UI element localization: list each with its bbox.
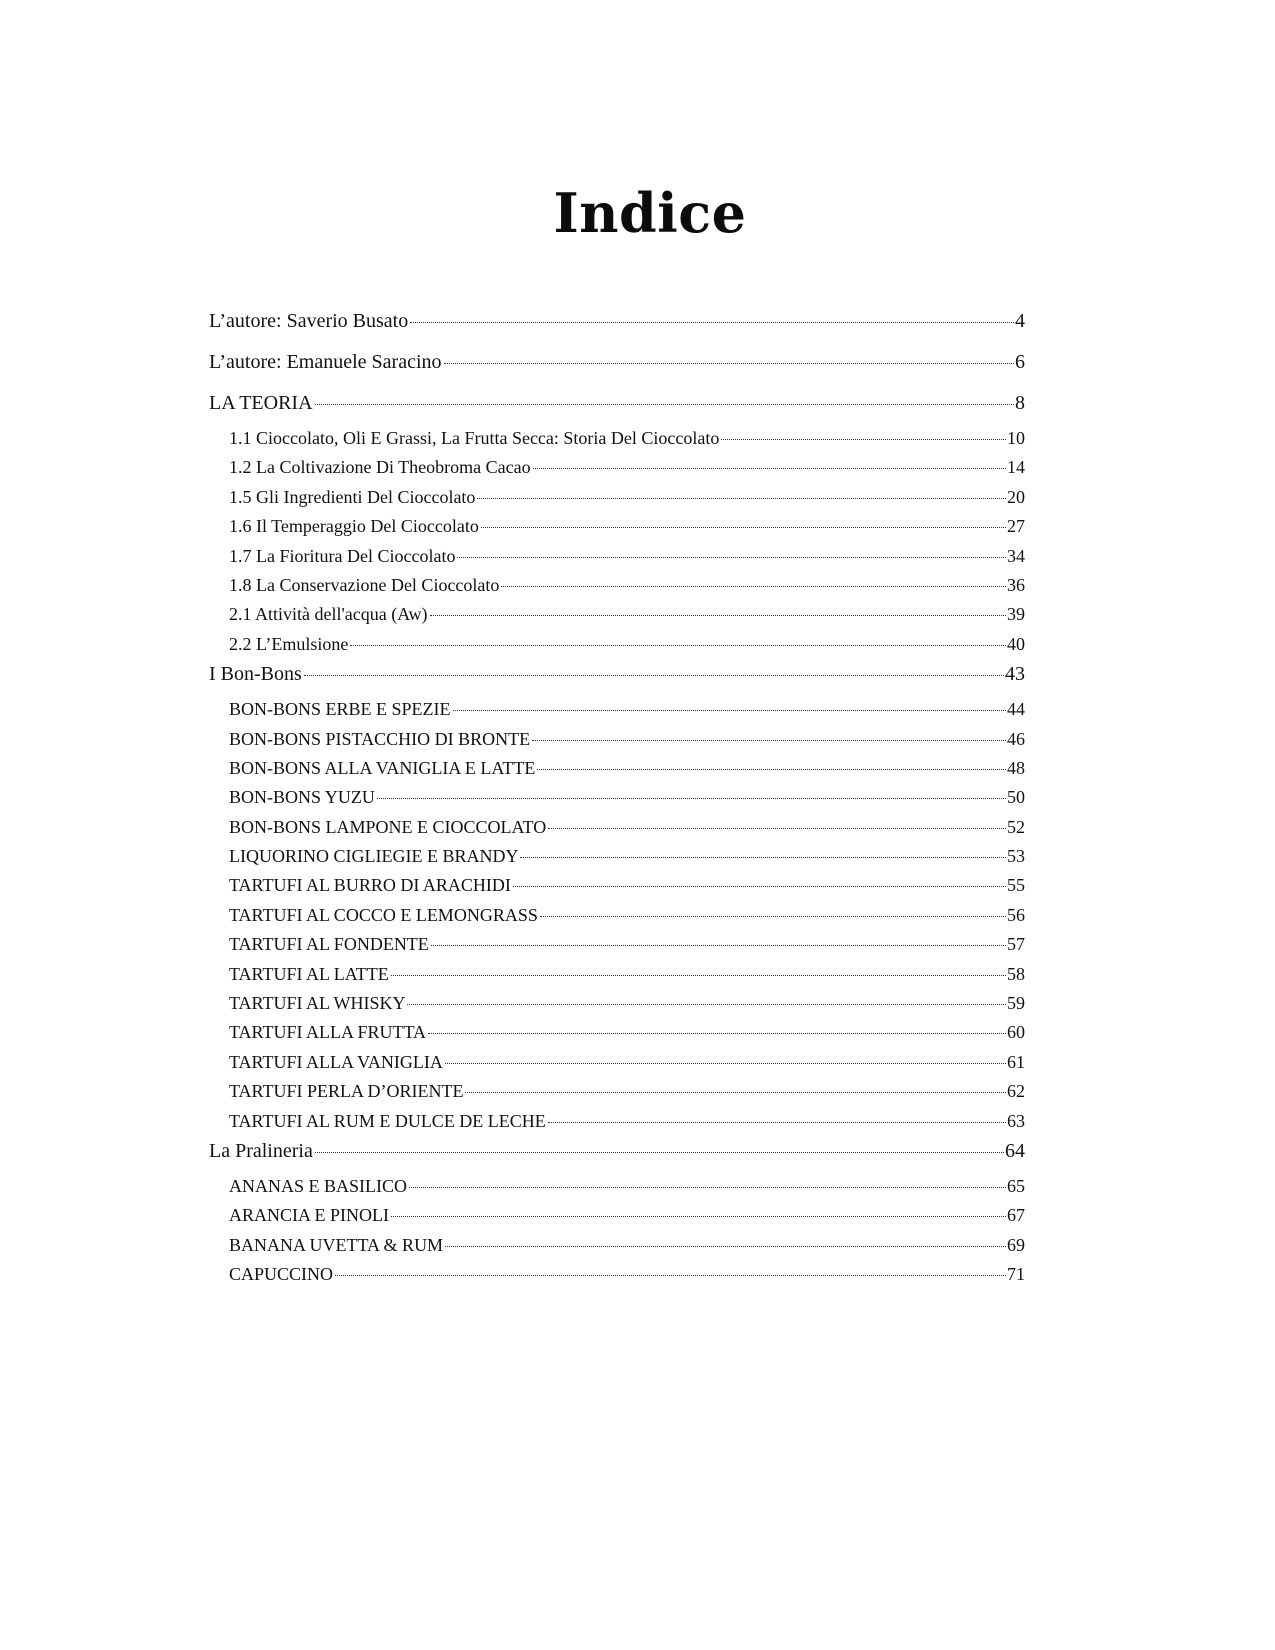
- toc-entry-label: 1.7 La Fioritura Del Cioccolato: [229, 545, 456, 566]
- toc-subsection-entry[interactable]: [209, 1107, 1025, 1136]
- toc-entry-page-number: 64: [1005, 1139, 1025, 1162]
- dot-leader: [532, 740, 1006, 741]
- toc-entry-label: 1.5 Gli Ingredienti Del Cioccolato: [229, 486, 476, 507]
- page-title: Indice: [553, 181, 747, 245]
- toc-subsection-entry[interactable]: [209, 1231, 1025, 1260]
- toc-entry-page-number: 61: [1007, 1051, 1025, 1072]
- toc-entry-page-number: 10: [1007, 428, 1025, 448]
- toc-subsection-entry[interactable]: [209, 483, 1025, 512]
- toc-entry-page-number: 69: [1007, 1234, 1025, 1255]
- toc-entry-page-number: 55: [1007, 875, 1025, 896]
- dot-leader: [315, 1152, 1004, 1153]
- toc-entry-page-number: 8: [1015, 392, 1025, 414]
- dot-leader: [477, 498, 1006, 499]
- toc-subsection-entry[interactable]: [209, 1201, 1025, 1230]
- toc-entry-page-number: 44: [1007, 699, 1025, 720]
- toc-entry-label: TARTUFI AL RUM E DULCE DE LECHE: [229, 1110, 546, 1131]
- dot-leader: [548, 1122, 1006, 1123]
- toc-subsection-entry[interactable]: [209, 813, 1025, 842]
- toc-entry-page-number: 65: [1007, 1175, 1025, 1196]
- toc-entry-page-number: 59: [1007, 993, 1025, 1014]
- dot-leader: [540, 916, 1006, 917]
- dot-leader: [431, 945, 1006, 946]
- toc-entry-page-number: 63: [1007, 1110, 1025, 1131]
- toc-entry-label: LIQUORINO CIGLIEGIE E BRANDY: [229, 846, 519, 867]
- dot-leader: [444, 363, 1015, 364]
- toc-subsection-entry[interactable]: [209, 960, 1025, 989]
- toc-subsection-entry[interactable]: [209, 424, 1025, 453]
- dot-leader: [453, 710, 1006, 711]
- dot-leader: [537, 769, 1006, 770]
- dot-leader: [335, 1275, 1006, 1276]
- toc-section-entry[interactable]: [209, 659, 1025, 695]
- dot-leader: [428, 1033, 1006, 1034]
- dot-leader: [391, 975, 1006, 976]
- toc-entry-label: TARTUFI PERLA D’ORIENTE: [229, 1081, 464, 1102]
- toc-entry-page-number: 20: [1007, 486, 1025, 507]
- toc-entry-page-number: 34: [1007, 545, 1025, 566]
- toc-entry-page-number: 6: [1015, 351, 1025, 373]
- toc-entry-label: BON-BONS LAMPONE E CIOCCOLATO: [229, 816, 547, 837]
- toc-entry-label: 1.1 Cioccolato, Oli E Grassi, La Frutta Secca: Storia Del Cioccolato: [229, 428, 720, 448]
- toc-entry-page-number: 39: [1007, 604, 1025, 625]
- dot-leader: [548, 828, 1006, 829]
- dot-leader: [520, 857, 1006, 858]
- dot-leader: [407, 1004, 1006, 1005]
- toc-section-entry[interactable]: [209, 388, 1025, 424]
- toc-entry-label: BON-BONS ERBE E SPEZIE: [229, 699, 451, 720]
- toc-entry-page-number: 14: [1007, 457, 1025, 478]
- toc-entry-label: TARTUFI ALLA VANIGLIA: [229, 1051, 443, 1072]
- toc-subsection-entry[interactable]: [209, 725, 1025, 754]
- toc-entry-page-number: 56: [1007, 904, 1025, 925]
- toc-subsection-entry[interactable]: [209, 695, 1025, 724]
- table-of-contents: [209, 306, 1025, 1290]
- toc-entry-label: ANANAS E BASILICO: [229, 1175, 408, 1196]
- toc-subsection-entry[interactable]: [209, 842, 1025, 871]
- dot-leader: [445, 1063, 1006, 1064]
- toc-entry-label: 1.2 La Coltivazione Di Theobroma Cacao: [229, 457, 531, 478]
- toc-entry-label: 2.1 Attività dell'acqua (Aw): [229, 604, 428, 625]
- toc-entry-label: 2.2 L’Emulsione: [229, 633, 349, 654]
- toc-entry-page-number: 4: [1015, 310, 1025, 332]
- toc-entry-label: La Pralineria: [209, 1139, 313, 1162]
- toc-subsection-entry[interactable]: [209, 783, 1025, 812]
- toc-subsection-entry[interactable]: [209, 542, 1025, 571]
- toc-entry-page-number: 52: [1007, 816, 1025, 837]
- dot-leader: [391, 1216, 1006, 1217]
- dot-leader: [315, 404, 1014, 405]
- toc-entry-label: BON-BONS ALLA VANIGLIA E LATTE: [229, 757, 536, 778]
- toc-entry-label: TARTUFI AL WHISKY: [229, 993, 406, 1014]
- toc-section-entry[interactable]: [209, 1136, 1025, 1172]
- toc-entry-page-number: 40: [1007, 633, 1025, 654]
- toc-section-entry[interactable]: [209, 347, 1025, 388]
- toc-subsection-entry[interactable]: [209, 1077, 1025, 1106]
- toc-entry-label: BON-BONS PISTACCHIO DI BRONTE: [229, 728, 531, 749]
- toc-entry-label: 1.8 La Conservazione Del Cioccolato: [229, 574, 500, 595]
- toc-entry-page-number: 71: [1007, 1264, 1025, 1285]
- toc-entry-page-number: 62: [1007, 1081, 1025, 1102]
- toc-entry-label: LA TEORIA: [209, 392, 313, 414]
- dot-leader: [465, 1092, 1006, 1093]
- toc-entry-page-number: 60: [1007, 1022, 1025, 1043]
- toc-section-entry[interactable]: [209, 306, 1025, 347]
- toc-entry-page-number: 50: [1007, 787, 1025, 808]
- toc-subsection-entry[interactable]: [209, 1172, 1025, 1201]
- toc-entry-page-number: 43: [1005, 663, 1025, 686]
- toc-entry-label: TARTUFI AL COCCO E LEMONGRASS: [229, 904, 538, 925]
- toc-entry-label: BANANA UVETTA & RUM: [229, 1234, 444, 1255]
- toc-subsection-entry[interactable]: [209, 571, 1025, 600]
- toc-subsection-entry[interactable]: [209, 1048, 1025, 1077]
- toc-entry-page-number: 36: [1007, 574, 1025, 595]
- dot-leader: [409, 1187, 1006, 1188]
- toc-entry-page-number: 46: [1007, 728, 1025, 749]
- dot-leader: [481, 527, 1006, 528]
- dot-leader: [513, 886, 1006, 887]
- dot-leader: [350, 645, 1006, 646]
- dot-leader: [457, 557, 1006, 558]
- toc-subsection-entry[interactable]: [209, 600, 1025, 629]
- toc-entry-label: L’autore: Saverio Busato: [209, 310, 409, 332]
- toc-entry-label: TARTUFI AL FONDENTE: [229, 934, 429, 955]
- toc-entry-page-number: 53: [1007, 846, 1025, 867]
- toc-entry-page-number: 58: [1007, 963, 1025, 984]
- toc-entry-label: TARTUFI AL BURRO DI ARACHIDI: [229, 875, 511, 896]
- toc-entry-page-number: 27: [1007, 516, 1025, 537]
- dot-leader: [304, 675, 1004, 676]
- toc-subsection-entry[interactable]: [209, 512, 1025, 541]
- toc-entry-page-number: 48: [1007, 757, 1025, 778]
- toc-subsection-entry[interactable]: [209, 453, 1025, 482]
- toc-entry-label: I Bon-Bons: [209, 663, 302, 686]
- dot-leader: [430, 615, 1006, 616]
- dot-leader: [501, 586, 1006, 587]
- toc-subsection-entry[interactable]: [209, 901, 1025, 930]
- dot-leader: [377, 798, 1006, 799]
- toc-subsection-entry[interactable]: [209, 630, 1025, 659]
- dot-leader: [445, 1246, 1006, 1247]
- dot-leader: [410, 322, 1014, 323]
- toc-subsection-entry[interactable]: [209, 930, 1025, 959]
- toc-entry-label: CAPUCCINO: [229, 1264, 334, 1285]
- toc-entry-label: ARANCIA E PINOLI: [229, 1205, 389, 1226]
- toc-entry-label: BON-BONS YUZU: [229, 787, 375, 808]
- toc-entry-label: L’autore: Emanuele Saracino: [209, 351, 442, 373]
- toc-entry-page-number: 67: [1007, 1205, 1025, 1226]
- toc-entry-label: TARTUFI ALLA FRUTTA: [229, 1022, 427, 1043]
- toc-subsection-entry[interactable]: [209, 754, 1025, 783]
- toc-entry-label: 1.6 Il Temperaggio Del Cioccolato: [229, 516, 479, 537]
- toc-subsection-entry[interactable]: [209, 1260, 1025, 1289]
- dot-leader: [721, 439, 1006, 440]
- toc-entry-page-number: 57: [1007, 934, 1025, 955]
- toc-subsection-entry[interactable]: [209, 989, 1025, 1018]
- toc-subsection-entry[interactable]: [209, 871, 1025, 900]
- toc-entry-label: TARTUFI AL LATTE: [229, 963, 389, 984]
- dot-leader: [533, 468, 1006, 469]
- toc-subsection-entry[interactable]: [209, 1018, 1025, 1047]
